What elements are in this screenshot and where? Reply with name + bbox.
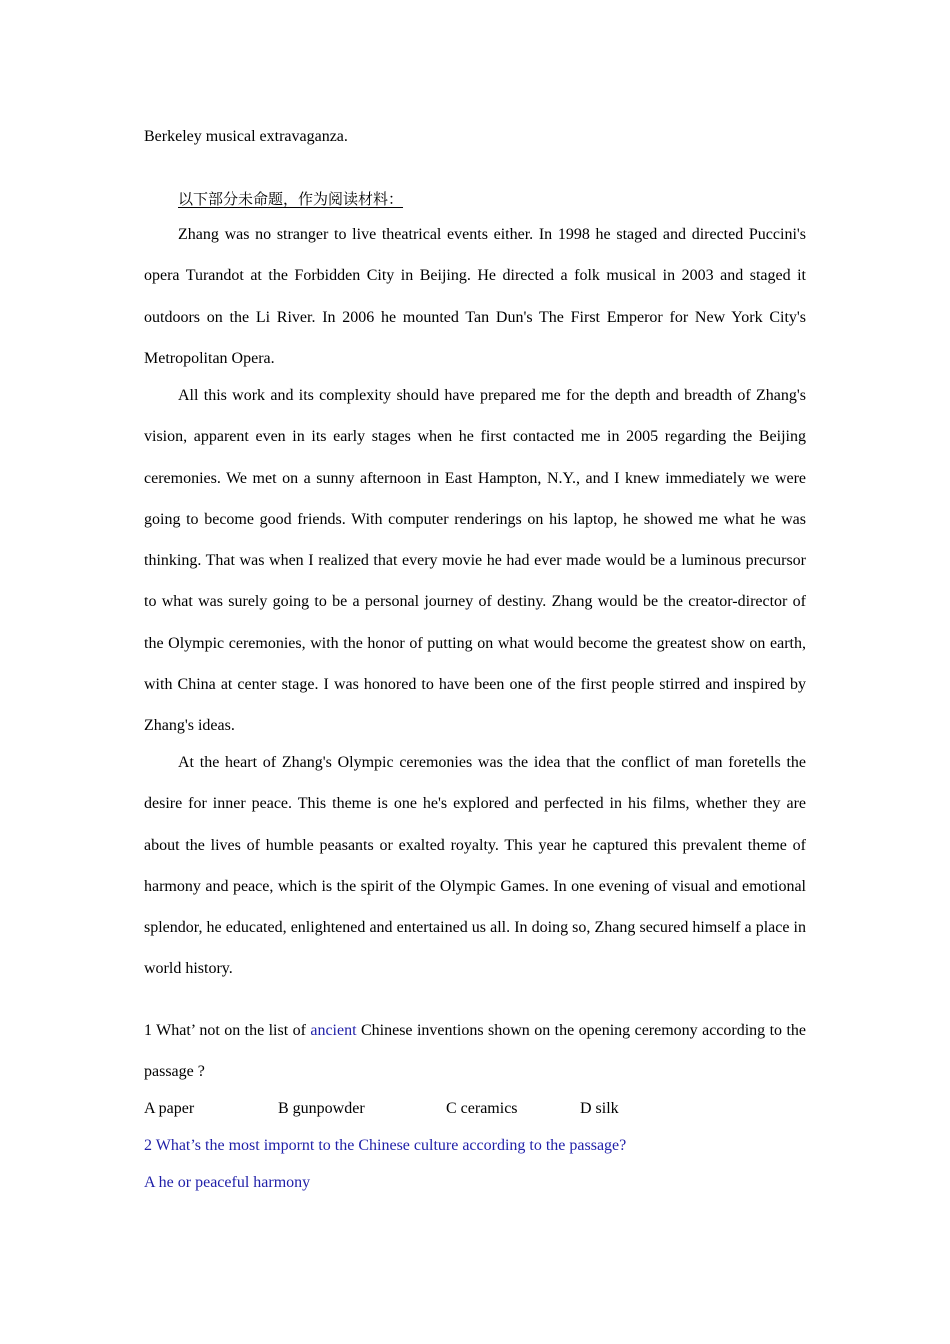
question-2: 2 What’s the most impornt to the Chinese culture according to the passage?: [144, 1137, 627, 1154]
question-1-options: [144, 1099, 806, 1119]
paragraph-1: Zhang was no stranger to live theatrical events either. In 1998 he staged and directed Puccini's opera Turandot at the Forbidden City in Beijing. He directed a folk musical in 2003 and staged it outdoors on the Li River. In 2006 he mounted Tan Dun's The First Emperor for New York City's Metropolitan Opera.: [144, 226, 806, 367]
question-1-part-b: Chinese inventions shown on the opening ceremony according to the passage ?: [144, 1022, 806, 1081]
question-1-part-a: 1 What’ not on the list of: [144, 1022, 311, 1039]
continuation-line: Berkeley musical extravaganza.: [144, 128, 348, 145]
paragraph-3: At the heart of Zhang's Olympic ceremonies was the idea that the conflict of man foretells the desire for inner peace. This theme is one he's explored and perfected in his films, whether they are about the lives of humble peasants or exalted royalty. This year he captured this prevalent theme of harmony and peace, which is the spirit of the Olympic Games. In one evening of visual and emotional splendor, he educated, enlightened and entertained us all. In doing so, Zhang secured himself a place in world history.: [144, 754, 806, 978]
question-2-answer: A he or peaceful harmony: [144, 1174, 311, 1191]
option-a: A paper: [144, 1100, 195, 1117]
reading-note: [178, 189, 403, 210]
paragraph-2: All this work and its complexity should have prepared me for the depth and breadth of Zhang's vision, apparent even in its early stages when he first contacted me in 2005 regarding the Beijing ceremonies. We met on a sunny afternoon in East Hampton, N.Y., and I knew immediately we were going to become good friends. With computer renderings on his laptop, he showed me what he was thinking. That was when I realized that every movie he had ever made would be a luminous precursor to what was surely going to be a personal journey of destiny. Zhang would be the creator-director of the Olympic ceremonies, with the honor of putting on what would become the greatest show on earth, with China at center stage. I was honored to have been one of the first people stirred and inspired by Zhang's ideas.: [144, 387, 806, 735]
question-1-highlight: ancient: [310, 1022, 357, 1039]
reading-note-text: 以下部分未命题，作为阅读材料：: [178, 190, 404, 208]
option-c: C ceramics: [446, 1100, 518, 1117]
question-1: [144, 1010, 806, 1093]
option-b: B gunpowder: [278, 1100, 365, 1117]
option-d: D silk: [580, 1100, 619, 1117]
